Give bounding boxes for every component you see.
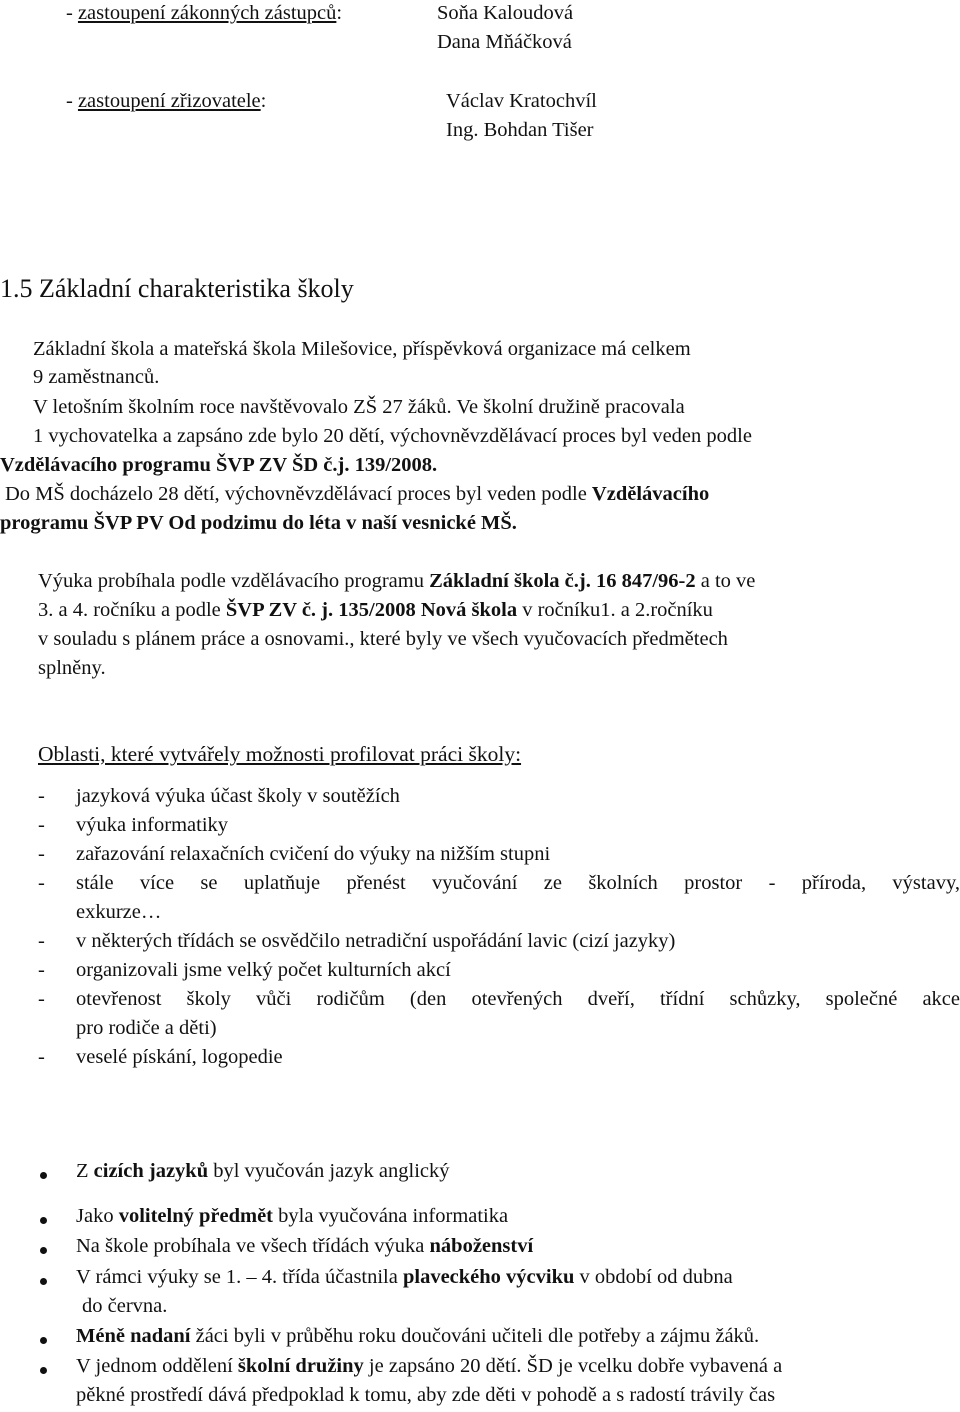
- bullet-icon: [40, 1172, 47, 1179]
- paragraph-line: v souladu s plánem práce a osnovami., které byly ve všech vyučovacích předmětech: [38, 628, 728, 650]
- paragraph-line: 3. a 4. ročníku a podle ŠVP ZV č. j. 135/2008 Nová škola v ročníku1. a 2.ročníku: [38, 599, 713, 621]
- list-item: - otevřenost školy vůči rodičům (den otevřených dveří, třídní schůzky, společné akce pro rodiče a děti): [38, 988, 960, 1039]
- legal-representative-name: Dana Mňáčková: [437, 31, 572, 53]
- paragraph-line: programu ŠVP PV Od podzimu do léta v naší vesnické MŠ.: [0, 512, 517, 534]
- bullet-icon: [40, 1247, 47, 1254]
- list-item: Na škole probíhala ve všech třídách výuka náboženství: [0, 1235, 960, 1265]
- list-item: - zařazování relaxačních cvičení do výuky na nižším stupni: [38, 843, 551, 865]
- founder-representatives-label: - zastoupení zřizovatele:: [66, 90, 267, 112]
- list-item: - v některých třídách se osvědčilo netradiční uspořádání lavic (cizí jazyky): [38, 930, 676, 952]
- list-item: V jednom oddělení školní družiny je zapsáno 20 dětí. ŠD je vcelku dobře vybavená a pěkné prostředí dává předpoklad k tomu, aby zde děti v pohodě a s radostí trávily čas: [0, 1355, 960, 1412]
- paragraph-line: 9 zaměstnanců.: [33, 366, 160, 388]
- paragraph-line: V letošním školním roce navštěvovalo ZŠ 27 žáků. Ve školní družině pracovala: [33, 396, 685, 418]
- list-item: Méně nadaní žáci byli v průběhu roku doučováni učiteli dle potřeby a zájmu žáků.: [0, 1325, 960, 1355]
- list-item: - veselé pískání, logopedie: [38, 1046, 283, 1068]
- paragraph-line: Vzdělávacího programu ŠVP ZV ŠD č.j. 139/2008.: [0, 454, 438, 476]
- paragraph-line: splněny.: [38, 657, 106, 679]
- list-item: Jako volitelný předmět byla vyučována informatika: [0, 1205, 960, 1235]
- founder-representative-name: Václav Kratochvíl: [446, 90, 597, 112]
- list-item: - stále více se uplatňuje přenést vyučování ze školních prostor - příroda, výstavy, exkurze…: [38, 872, 960, 923]
- paragraph-line: 1 vychovatelka a zapsáno zde bylo 20 dětí, výchovněvzdělávací proces byl veden podle: [33, 425, 752, 447]
- list-item: Z cizích jazyků byl vyučován jazyk anglický: [0, 1160, 960, 1190]
- list-item: - jazyková výuka účast školy v soutěžích: [38, 785, 400, 807]
- section-heading: 1.5 Základní charakteristika školy: [0, 274, 354, 303]
- legal-representatives-label: - zastoupení zákonných zástupců:: [66, 2, 343, 24]
- bullet-icon: [40, 1217, 47, 1224]
- paragraph-line: Výuka probíhala podle vzdělávacího programu Základní škola č.j. 16 847/96-2 a to ve: [38, 570, 756, 592]
- legal-representative-name: Soňa Kaloudová: [437, 2, 574, 24]
- list-item: V rámci výuky se 1. – 4. třída účastnila plaveckého výcviku v období od dubna do června.: [0, 1266, 960, 1326]
- bullet-icon: [40, 1367, 47, 1374]
- list-item: - výuka informatiky: [38, 814, 229, 836]
- profile-heading: Oblasti, které vytvářely možnosti profilovat práci školy:: [38, 742, 522, 766]
- paragraph-line: Do MŠ docházelo 28 dětí, výchovněvzdělávací proces byl veden podle Vzdělávacího: [5, 483, 710, 505]
- bullet-icon: [40, 1337, 47, 1344]
- paragraph-line: Základní škola a mateřská škola Milešovice, příspěvková organizace má celkem: [33, 338, 691, 360]
- bullet-icon: [40, 1278, 47, 1285]
- founder-representative-name: Ing. Bohdan Tišer: [446, 119, 594, 141]
- list-item: - organizovali jsme velký počet kulturních akcí: [38, 959, 451, 981]
